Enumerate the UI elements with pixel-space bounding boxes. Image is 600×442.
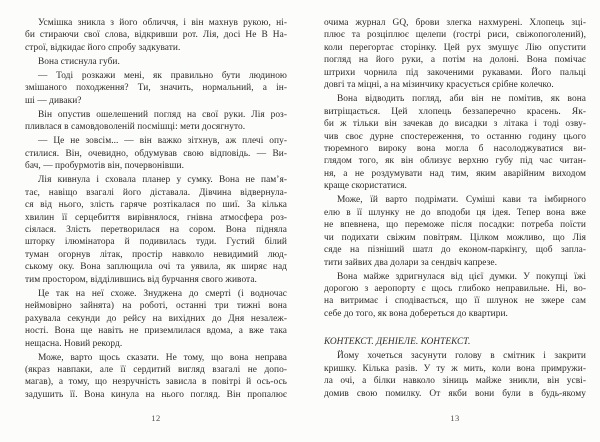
text-line: тюремного вироку вона могла б насолоджуватися ви- [324,143,586,154]
text-line: не впевнена, що переможе після посадки: потреба поїсти [324,220,586,231]
text-line: довгі та міцні, а на мізинчику красується срібне колечко. [324,80,554,91]
text-line: ла очі, а білки навколо зіниць майже зникли, він усві- [324,376,586,387]
text-line: рахувала секунди до рейсу на вихідних до Дня незалеж- [25,313,287,324]
text-line: тим простором, відділившись від бурчання свого живота. [25,274,257,285]
text-line: магав), а тому, що незручність зависла в повітрі й ось-ось [25,377,287,388]
page-number-right: 13 [450,413,460,423]
text-line: ському оку. Вона заплющила очі та уявила, як ширяє над [25,262,287,273]
text-line: Вона майже здригнулася від цієї думки. У покупці їжі [337,271,586,282]
text-line: чив своє дурне спостереження, то останню годину цього [324,131,586,142]
text-line: дорогою з аеропорту є щось глибоко неправильне. Ні, во- [324,283,586,294]
text-line: строї, відкидає його спробу задкувати. [25,42,181,53]
text-line: Вона стиснула губи. [38,56,120,67]
text-line: бач, — пробурмотів він, почервонівши. [25,161,184,172]
text-line: — Це не зовсім... — він важко зітхнув, аж плечі опу- [38,136,287,147]
text-line: хвилин її серцебиття вирівнялося, гнівна атмосфера роз- [25,212,287,223]
page-right [324,17,586,423]
text-line: кришку. Кілька разів. У ту ж мить, коли вона примружи- [324,363,586,374]
text-line: ші — диваки? [25,95,82,106]
text-line: сяде на пізніший шатл до економ-паркінгу, щоб запла- [324,245,586,256]
text-line: Вона відводить погляд, аби він не помітив, як вона [337,94,586,105]
text-line: Може, їй варто подрімати. Суміші кави та імбирного [337,195,586,206]
text-line: нещасна. Новий рекорд. [25,338,123,349]
text-line: глядом того, як він облизує верхню губу під час читан- [324,156,586,167]
text-line: сіялася. Злість перетворилася на сором. Вона підняла [25,224,287,235]
text-line: Усмішка зникла з його обличчя, і він махнув рукою, ні- [38,18,287,28]
page-right-text [324,17,586,400]
text-line: чи подихати свіжим повітрям. Цілком можливо, що Лія [324,232,586,243]
text-line: пливлася в самовдоволеній посмішці: мети досягнуто. [25,122,246,133]
text-line: КОНТЕКСТ. ДЕНІЕЛЕ. КОНТЕКСТ. [324,337,471,348]
text-line: (якраз навпаки, але її сердитий вигляд взагалі не допо- [25,364,287,375]
text-line: домив свою помилку. От якби вони були в будь-якому [324,388,586,399]
text-line: туман огорнув літак, простір навколо невидимий люд- [25,249,287,260]
text-line: очима журнал GQ, брови злегка нахмурені. Хлопець зці- [324,18,586,28]
text-line: би ж тільки він зачекав до висадки з літака і тоді озву- [324,119,586,130]
text-line: Лія кивнула і сховала планер у сумку. Вона не пам’я- [38,175,287,186]
text-line: тити зайвих два долари за сендвіч капрезе. [324,257,497,268]
text-line: штрихи чорнила під закоченими рукавами. Його пальці [324,67,586,78]
text-line: стилися. Він, очевидно, обдумував свою відповідь. — Ви- [25,148,287,159]
text-line: ся від нього, злість гаряче розтікалася по шиї. За кілька [25,200,287,211]
text-line: ня, а не роздумувати над тим, яким аварійним виходом [324,168,586,179]
text-line: коли перегортає сторінку. Цей рух змушує Лію опустити [324,42,586,53]
text-line: на витримає і сподівається, що її шлунок не зжере сам [324,296,586,307]
text-line: витріщається. Цей хлопець беззаперечно красень. Як- [324,106,586,117]
text-line: себе до того, як вона добереться до квартири. [324,308,508,319]
text-line: ності. Вона ще навіть не приземлилася вдома, а вже така [25,326,287,337]
text-line: Йому хочеться засунути голову в смітник і закрити [337,351,586,362]
text-line: неймовірно зайнята) на роботі, останні три тижні вона [25,301,287,312]
text-line: елю в її шлунку не до вподоби ця ідея. Тепер вона вже [324,207,586,218]
text-line: — Тоді розкажи мені, як правильно бути людиною [38,70,287,81]
text-line: тає, навіщо взагалі його діставала. Дівчина відвернула- [25,187,287,198]
page-left [25,17,287,423]
text-line: шторку ілюмінатора й подивилась туди. Густий білий [25,237,287,248]
text-line: задушить її. Вона кинула на нього погляд. Він пропалює [25,389,287,400]
page-number-left: 12 [151,413,161,423]
text-line: Він опустив ошелешений погляд на свої руки. Лія роз- [38,109,287,120]
text-line: би стираючи свої слова, відкривши рот. Лія, досі Не В На- [25,30,287,41]
text-line: плює та розціплює щелепи (гострі риси, свіжопоголений), [324,30,586,41]
text-line: краще скористатися. [324,181,407,192]
text-line: погляд на його руки, а потім на долоні. Вона помічає [324,55,586,66]
text-line: Може, варто щось сказати. Не тому, що вона неправа [38,352,287,363]
page-left-text [25,17,287,401]
text-line: Це так на неї схоже. Знуджена до смерті (і водночас [38,288,287,299]
text-line: змішаного походження? Ти, значить, нормальний, а ін- [25,83,287,94]
